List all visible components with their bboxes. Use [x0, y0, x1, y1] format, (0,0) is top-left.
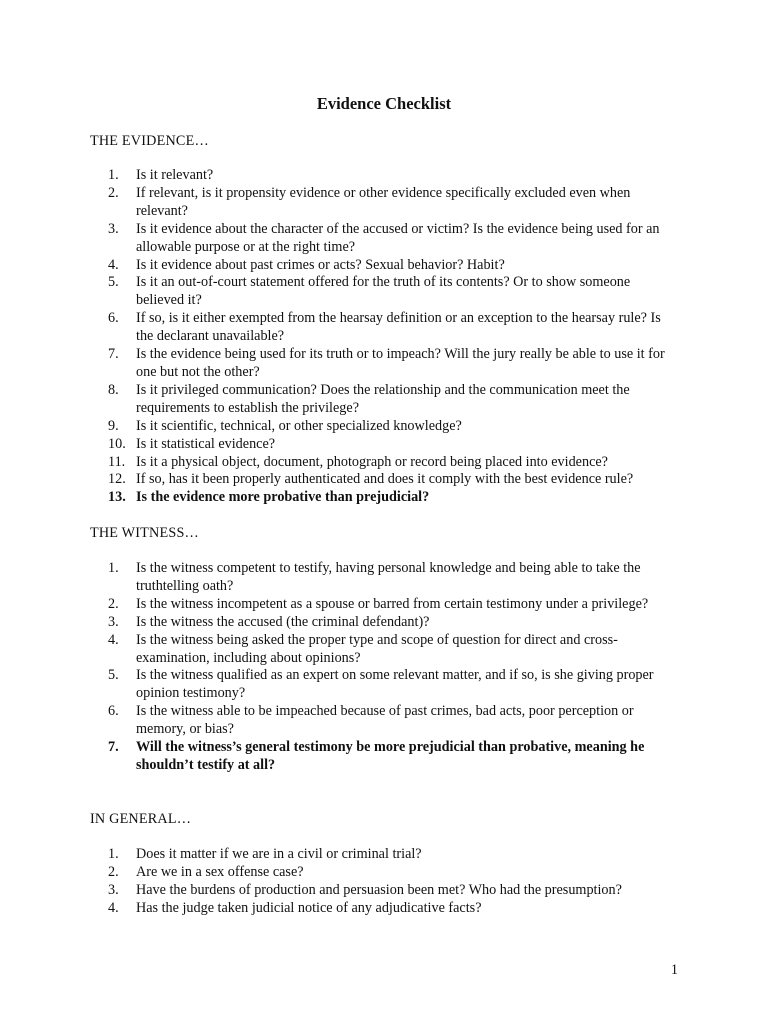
item-text: Is the evidence more probative than prejudicial?	[136, 489, 430, 506]
item-text: Will the witness’s general testimony be more prejudicial than probative, meaning he shouldn’t testify at all?	[136, 739, 645, 773]
item-text: If so, has it been properly authenticated and does it comply with the best evidence rule?	[136, 471, 634, 488]
item-text: Is the witness qualified as an expert on some relevant matter, and if so, is she giving proper opinion testimony?	[136, 667, 654, 702]
list-item	[0, 382, 768, 418]
item-number: 6.	[108, 703, 119, 720]
list-item	[0, 667, 768, 703]
item-text: Is it evidence about the character of the accused or victim? Is the evidence being used for an allowable purpose or at the right time?	[136, 220, 660, 255]
item-number: 11.	[108, 453, 126, 470]
item-number: 12.	[108, 471, 126, 488]
list-item	[0, 346, 768, 382]
item-text: Is it privileged communication? Does the relationship and the communication meet the requirements to establish the privilege?	[136, 381, 630, 416]
item-text: Is it statistical evidence?	[136, 435, 276, 452]
list-item	[0, 418, 768, 436]
list-item	[0, 846, 768, 864]
list-item	[0, 167, 768, 185]
list-item	[0, 471, 768, 489]
list-item	[0, 185, 768, 221]
item-text: Is it a physical object, document, photograph or record being placed into evidence?	[136, 453, 608, 470]
item-text: If so, is it either exempted from the hearsay definition or an exception to the hearsay rule? Is the declarant unavailable?	[136, 310, 661, 345]
item-text: Is it relevant?	[136, 167, 214, 183]
section-heading-witness: THE WITNESS…	[90, 525, 199, 541]
evidence-list	[0, 167, 768, 507]
item-number: 1.	[108, 560, 119, 576]
item-text: Does it matter if we are in a civil or criminal trial?	[136, 846, 422, 862]
item-number: 8.	[108, 381, 119, 398]
list-item	[0, 274, 768, 310]
item-text: Is the witness the accused (the criminal defendant)?	[136, 613, 430, 630]
item-number: 1.	[108, 167, 119, 183]
list-item	[0, 436, 768, 454]
item-text: Is it evidence about past crimes or acts? Sexual behavior? Habit?	[136, 256, 505, 273]
list-item	[0, 560, 768, 596]
item-text: Have the burdens of production and persuasion been met? Who had the presumption?	[136, 881, 622, 898]
item-text: If relevant, is it propensity evidence or other evidence specifically excluded even when relevant?	[136, 184, 631, 219]
item-text: Has the judge taken judicial notice of any adjudicative facts?	[136, 899, 482, 916]
list-item	[0, 454, 768, 472]
item-number: 4.	[108, 631, 119, 648]
list-item	[0, 221, 768, 257]
item-text: Is the evidence being used for its truth or to impeach? Will the jury really be able to use it for one but not the other?	[136, 346, 665, 380]
list-item	[0, 257, 768, 275]
document-title: Evidence Checklist	[316, 94, 452, 113]
item-number: 2.	[108, 595, 119, 612]
item-number: 2.	[108, 184, 119, 201]
list-item	[0, 900, 768, 918]
item-number: 6.	[108, 310, 119, 327]
list-item	[0, 703, 768, 739]
item-number: 5.	[108, 667, 119, 684]
list-item	[0, 310, 768, 346]
item-number: 13.	[108, 489, 126, 506]
section-heading-evidence: THE EVIDENCE…	[90, 133, 209, 149]
item-number: 3.	[108, 220, 119, 237]
item-number: 9.	[108, 417, 119, 434]
item-number: 3.	[108, 613, 119, 630]
list-item	[0, 596, 768, 614]
list-item-emphasized	[0, 739, 768, 775]
item-text: Is it an out-of-court statement offered for the truth of its contents? Or to show someone believed it?	[136, 274, 631, 309]
item-text: Are we in a sex offense case?	[136, 863, 304, 880]
list-item	[0, 864, 768, 882]
general-list	[0, 846, 768, 918]
item-number: 2.	[108, 863, 119, 880]
list-item-emphasized	[0, 489, 768, 507]
item-text: Is it scientific, technical, or other specialized knowledge?	[136, 417, 462, 434]
item-text: Is the witness able to be impeached because of past crimes, bad acts, poor perception or memory, or bias?	[136, 703, 634, 738]
item-number: 5.	[108, 274, 119, 291]
list-item	[0, 882, 768, 900]
list-item	[0, 632, 768, 668]
item-text: Is the witness incompetent as a spouse or barred from certain testimony under a privilege?	[136, 595, 649, 612]
section-heading-general: IN GENERAL…	[90, 811, 192, 827]
item-text: Is the witness being asked the proper type and scope of question for direct and cross-examination, including about opinions?	[136, 631, 618, 666]
list-item	[0, 614, 768, 632]
page-number: 1	[670, 962, 678, 978]
item-number: 7.	[108, 346, 119, 363]
witness-list	[0, 560, 768, 775]
item-number: 3.	[108, 881, 119, 898]
item-number: 1.	[108, 846, 119, 862]
item-text: Is the witness competent to testify, having personal knowledge and being able to take the truthtelling oath?	[136, 560, 641, 594]
item-number: 4.	[108, 256, 119, 273]
item-number: 4.	[108, 899, 119, 916]
item-number: 7.	[108, 739, 119, 756]
item-number: 10.	[108, 435, 126, 452]
